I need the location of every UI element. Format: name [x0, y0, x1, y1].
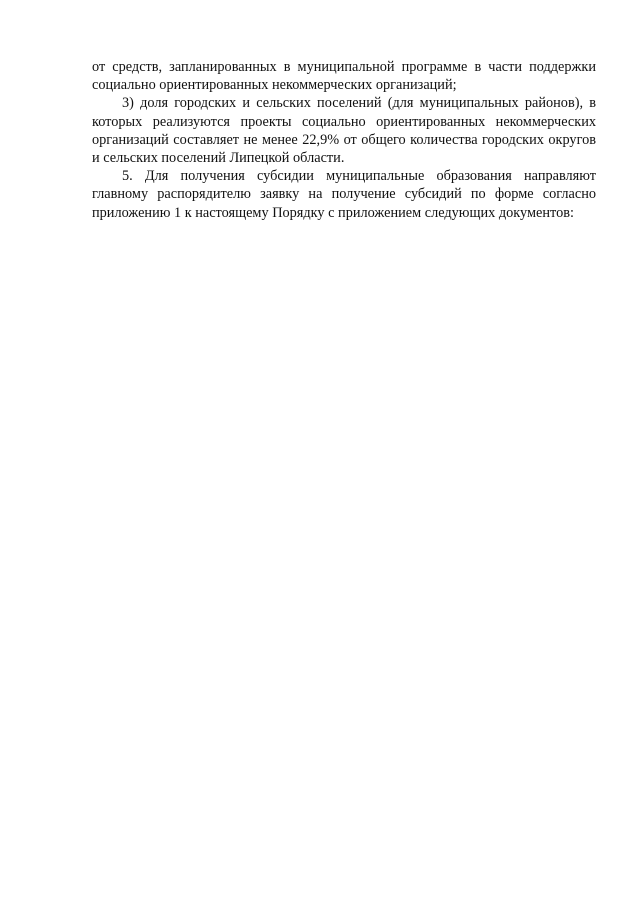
document-body [92, 58, 596, 222]
paragraph: от средств, запланированных в муниципальной программе в части поддержки социально ориентированных некоммерческих организаций; [92, 59, 596, 94]
paragraph: 5. Для получения субсидии муниципальные образования направляют главному распорядителю заявку на получение субсидий по форме согласно приложению 1 к настоящему Порядку с приложением следующих документов: [92, 168, 596, 221]
paragraph: 3) доля городских и сельских поселений (для муниципальных районов), в которых реализуются проекты социально ориентированных некоммерческих организаций составляет не менее 22,9% от общего количества городских округов и сельских поселений Липецкой области. [92, 95, 596, 167]
